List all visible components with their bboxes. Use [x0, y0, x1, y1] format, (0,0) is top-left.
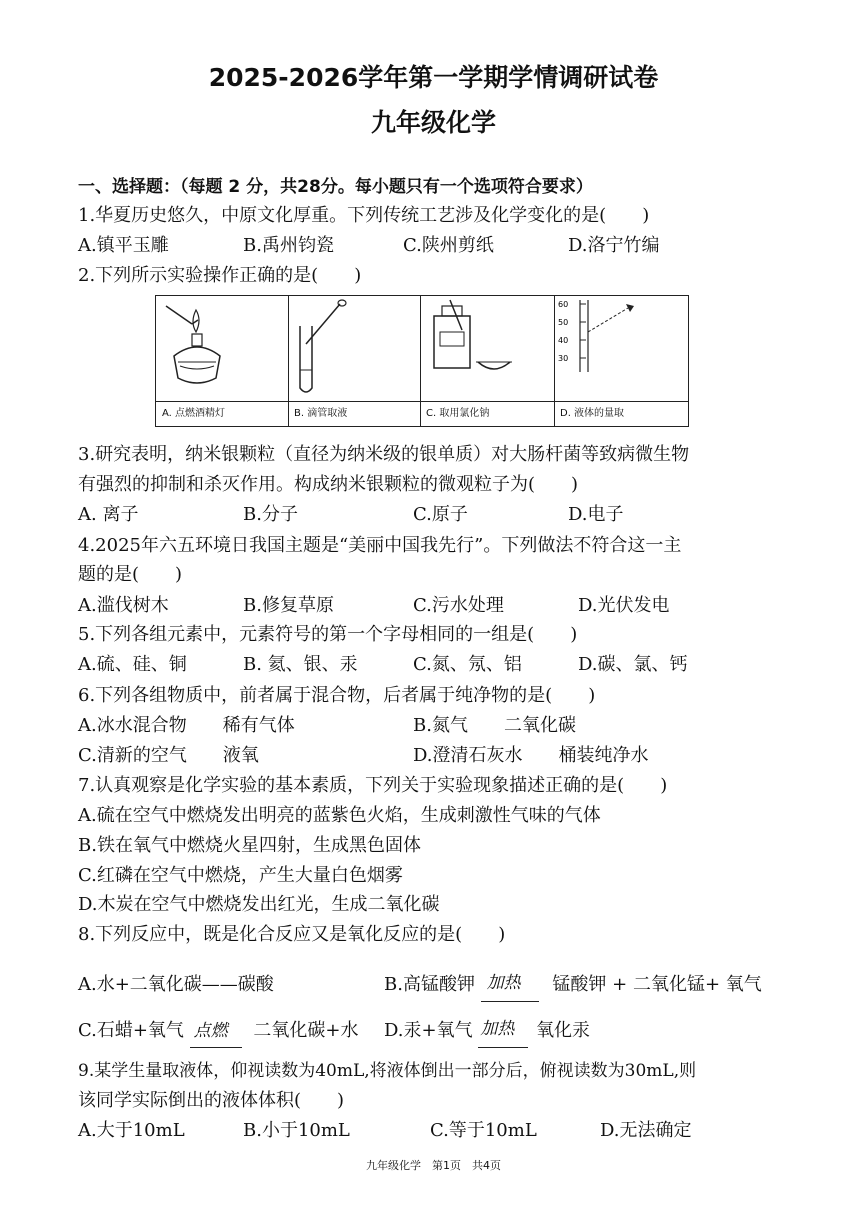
q7-option-b[interactable]: B.铁在氧气中燃烧火星四射，生成黑色固体: [78, 835, 421, 856]
q4-option-a[interactable]: A.滥伐树木: [78, 595, 169, 616]
q4-option-b[interactable]: B.修复草原: [243, 595, 334, 616]
question-5-stem: 5.下列各组元素中，元素符号的第一个字母相同的一组是( ): [78, 624, 578, 645]
q8-d-reactant: D.汞+氧气: [384, 1020, 473, 1041]
q7-option-c[interactable]: C.红磷在空气中燃烧，产生大量白色烟雾: [78, 865, 403, 886]
q9-option-b[interactable]: B.小于10mL: [243, 1120, 350, 1141]
q6-option-b[interactable]: B.氮气 二氧化碳: [413, 715, 576, 736]
q2-caption-c: C. 取用氯化钠: [420, 401, 554, 426]
q8-b-products: 锰酸钾 + 二氧化锰+ 氧气: [552, 974, 762, 995]
q2-figure-c[interactable]: [420, 296, 555, 426]
q2-figure-b[interactable]: [288, 296, 421, 426]
q9-option-a[interactable]: A.大于10mL: [78, 1120, 185, 1141]
q9-option-d[interactable]: D.无法确定: [600, 1120, 692, 1141]
q8-option-a[interactable]: A.水+二氧化碳——碳酸: [78, 974, 274, 995]
q8-option-b[interactable]: B.高锰酸钾 加热 锰酸钾 + 二氧化锰+ 氧气: [384, 970, 762, 996]
q1-option-b[interactable]: B.禹州钧瓷: [243, 235, 334, 256]
q8-option-c[interactable]: C.石蜡+氧气 点燃 二氧化碳+水: [78, 1016, 359, 1042]
q5-option-a[interactable]: A.硫、硅、铜: [78, 654, 187, 675]
page-title: 2025-2026学年第一学期学情调研试卷: [208, 63, 659, 92]
q2-figure-a[interactable]: [156, 296, 289, 426]
q5-option-b[interactable]: B. 氦、银、汞: [243, 654, 358, 675]
q8-d-product: 氧化汞: [536, 1020, 591, 1041]
q6-option-a[interactable]: A.冰水混合物 稀有气体: [78, 715, 295, 736]
q5-option-c[interactable]: C.氮、氖、铝: [413, 654, 522, 675]
dropper-tube-icon: [288, 296, 420, 402]
page-subtitle: 九年级化学: [370, 108, 496, 137]
section-heading: 一、选择题：（每题 2 分，共28分。每小题只有一个选项符合要求）: [78, 177, 593, 197]
question-4-stem-line1: 4.2025年六五环境日我国主题是“美丽中国我先行”。下列做法不符合这一主: [78, 535, 682, 556]
q2-caption-b: B. 滴管取液: [288, 401, 420, 426]
alcohol-lamp-icon: [156, 296, 288, 402]
q4-option-c[interactable]: C.污水处理: [413, 595, 504, 616]
q3-option-c[interactable]: C.原子: [413, 504, 468, 525]
q1-option-a[interactable]: A.镇平玉雕: [78, 235, 169, 256]
q8-c-products: 二氧化碳+水: [253, 1020, 359, 1041]
tick-30: 30: [558, 354, 569, 363]
q8-c-reactant: C.石蜡+氧气: [78, 1020, 184, 1041]
question-7-stem: 7.认真观察是化学实验的基本素质，下列关于实验现象描述正确的是( ): [78, 775, 668, 796]
q1-option-c[interactable]: C.陕州剪纸: [403, 235, 494, 256]
q3-option-b[interactable]: B.分子: [243, 504, 298, 525]
q8-b-reactant: B.高锰酸钾: [384, 974, 475, 995]
q6-option-d[interactable]: D.澄清石灰水 桶装纯净水: [413, 745, 649, 766]
q2-caption-d: D. 液体的量取: [554, 401, 688, 426]
tick-50: 50: [558, 318, 569, 327]
q7-option-a[interactable]: A.硫在空气中燃烧发出明亮的蓝紫色火焰，生成刺激性气味的气体: [78, 805, 601, 826]
question-9-stem-line1: 9.某学生量取液体，仰视读数为40mL,将液体倒出一部分后，俯视读数为30mL,则: [78, 1061, 697, 1081]
question-8-stem: 8.下列反应中，既是化合反应又是氧化反应的是( ): [78, 924, 506, 945]
q8-option-d[interactable]: D.汞+氧气 加热 氧化汞: [384, 1016, 590, 1042]
q1-option-d[interactable]: D.洛宁竹编: [568, 235, 660, 256]
q5-option-d[interactable]: D.碳、氯、钙: [578, 654, 688, 675]
q3-option-a[interactable]: A. 离子: [78, 504, 139, 525]
q2-figure: [155, 295, 689, 427]
question-9-stem-line2: 该同学实际倒出的液体体积( ): [78, 1090, 345, 1111]
tick-40: 40: [558, 336, 569, 345]
measuring-cylinder-icon: [554, 296, 688, 402]
question-3-stem-line1: 3.研究表明，纳米银颗粒（直径为纳米级的银单质）对大肠杆菌等致病微生物: [78, 444, 690, 465]
question-6-stem: 6.下列各组物质中，前者属于混合物，后者属于纯净物的是( ): [78, 685, 596, 706]
q2-figure-d[interactable]: [554, 296, 688, 426]
tick-60: 60: [558, 300, 569, 309]
question-3-stem-line2: 有强烈的抑制和杀灭作用。构成纳米银颗粒的微观粒子为( ): [78, 474, 579, 495]
question-1-stem: 1.华夏历史悠久，中原文化厚重。下列传统工艺涉及化学变化的是( ): [78, 205, 650, 226]
question-2-stem: 2.下列所示实验操作正确的是( ): [78, 265, 362, 286]
q3-option-d[interactable]: D.电子: [568, 504, 624, 525]
q2-caption-a: A. 点燃酒精灯: [156, 401, 288, 426]
q6-option-c[interactable]: C.清新的空气 液氧: [78, 745, 259, 766]
page-footer: 九年级化学 第1页 共4页: [366, 1159, 501, 1172]
q9-option-c[interactable]: C.等于10mL: [430, 1120, 537, 1141]
question-4-stem-line2: 题的是( ): [78, 564, 183, 585]
q4-option-d[interactable]: D.光伏发电: [578, 595, 670, 616]
q7-option-d[interactable]: D.木炭在空气中燃烧发出红光，生成二氧化碳: [78, 894, 440, 915]
reagent-bottle-icon: [420, 296, 554, 402]
